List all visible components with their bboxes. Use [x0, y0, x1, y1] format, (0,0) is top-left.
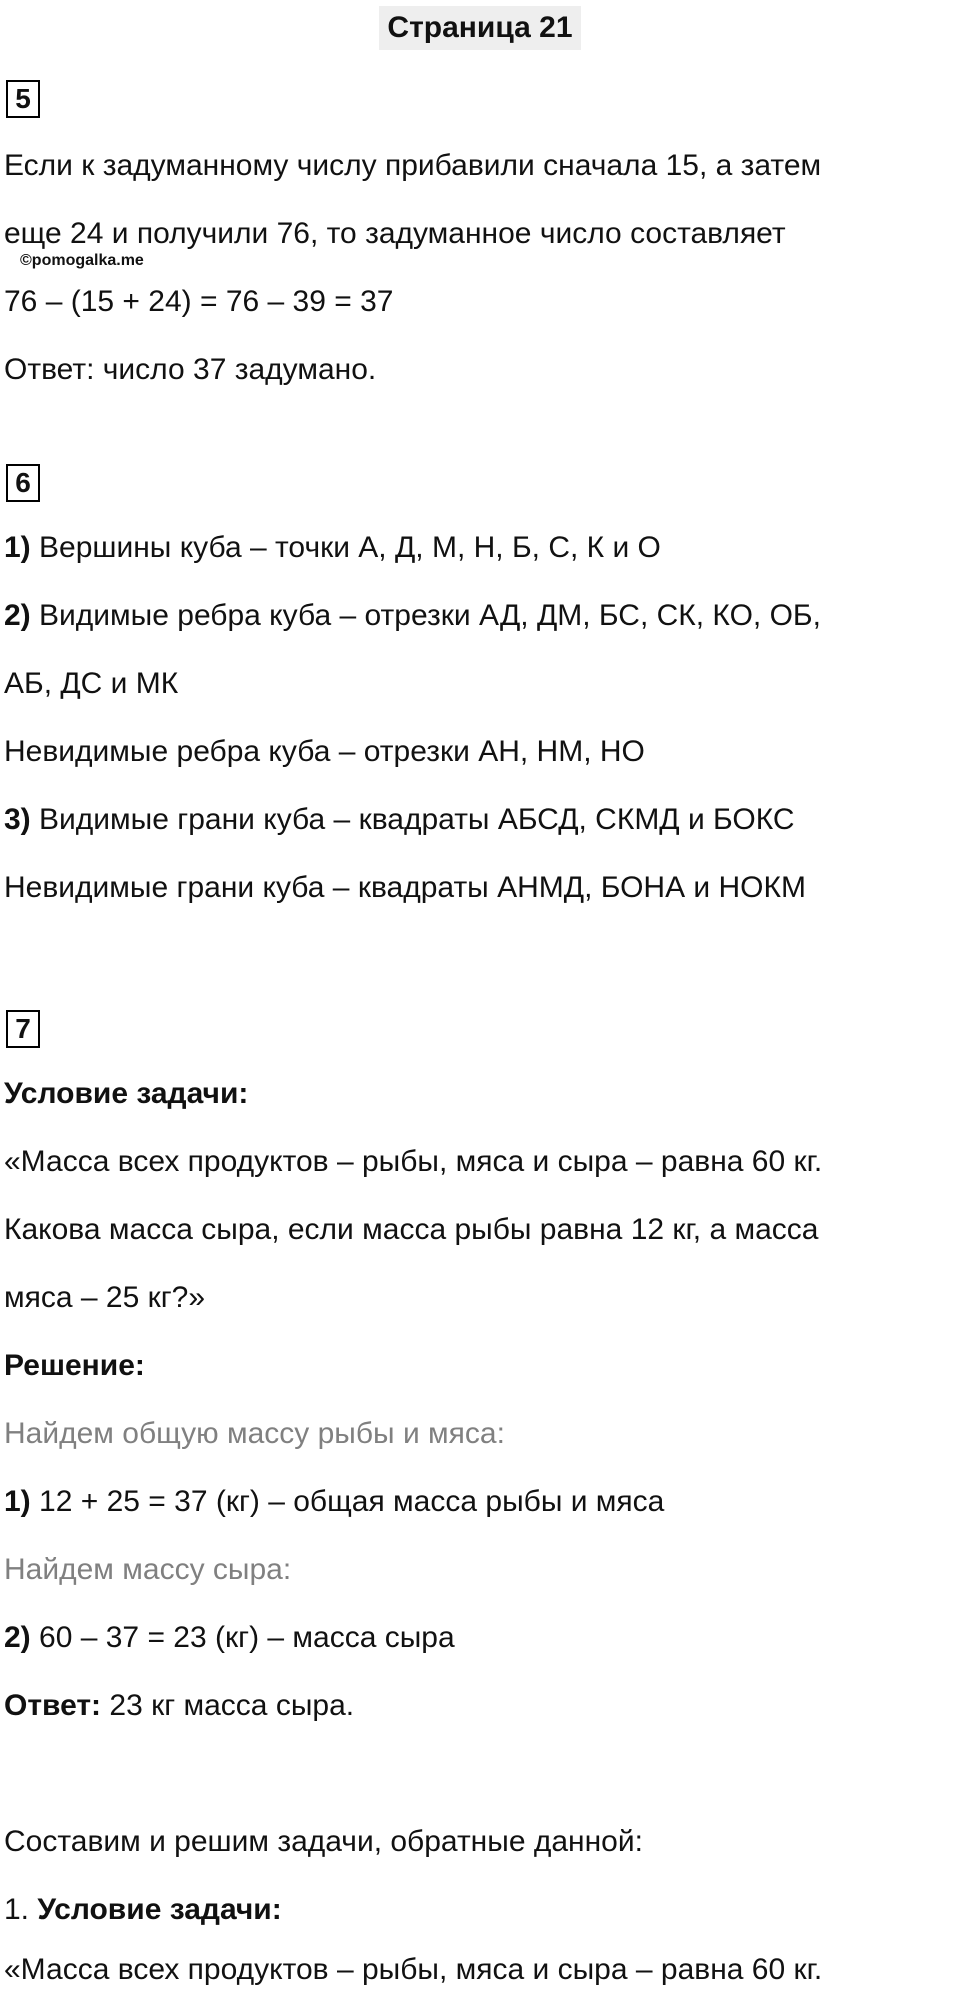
task-7-condition-line-1: «Масса всех продуктов – рыбы, мяса и сыра – равна 60 кг. — [4, 1145, 823, 1178]
task-7-condition-line-3: мяса – 25 кг?» — [4, 1281, 206, 1314]
item-text: Видимые ребра куба – отрезки АД, ДМ, БС, СК, КО, ОБ, — [30, 599, 821, 632]
item-marker: 3) — [4, 803, 31, 836]
task-7-condition-label — [4, 1074, 248, 1114]
task-5-answer: Ответ: число 37 задумано. — [4, 353, 377, 386]
inverse-prefix: 1. — [4, 1893, 38, 1926]
step-marker: 2) — [4, 1621, 31, 1654]
task-5-line-2: еще 24 и получили 76, то задуманное число составляет — [4, 217, 786, 250]
item-text: Вершины куба – точки А, Д, М, Н, Б, С, К и О — [30, 531, 661, 564]
task-7-answer — [4, 1686, 354, 1726]
task-6-item-3-hidden: Невидимые грани куба – квадраты АНМД, БОНА и НОКМ — [4, 871, 806, 904]
task-7-number: 7 — [6, 1010, 40, 1048]
task-6-item-2-cont: АБ, ДС и МК — [4, 667, 179, 700]
task-5-line-3: 76 – (15 + 24) = 76 – 39 = 37 — [4, 285, 394, 318]
task-5-number: 5 — [6, 80, 40, 118]
task-7-step-1 — [4, 1482, 664, 1522]
task-7-condition-line-2: Какова масса сыра, если масса рыбы равна 12 кг, а масса — [4, 1213, 819, 1246]
item-marker: 1) — [4, 531, 31, 564]
task-7-inverse-1-label — [4, 1890, 282, 1930]
answer-text: 23 кг масса сыра. — [101, 1689, 355, 1722]
answer-label: Ответ: — [4, 1689, 102, 1722]
task-7-hint-1: Найдем общую массу рыбы и мяса: — [4, 1417, 505, 1450]
item-marker: 2) — [4, 599, 31, 632]
page-title-wrap — [0, 6, 960, 50]
item-text: Видимые грани куба – квадраты АБСД, СКМД и БОКС — [30, 803, 795, 836]
page-title: Страница 21 — [379, 6, 580, 50]
task-6-number: 6 — [6, 464, 40, 502]
task-6-item-2-hidden: Невидимые ребра куба – отрезки АН, НМ, НО — [4, 735, 645, 768]
task-6-item-2 — [4, 596, 821, 636]
task-7-inverse-1-line: «Масса всех продуктов – рыбы, мяса и сыра – равна 60 кг. — [4, 1953, 823, 1986]
task-7-hint-2: Найдем массу сыра: — [4, 1553, 292, 1586]
condition-label: Условие задачи: — [4, 1077, 249, 1110]
solution-label: Решение: — [4, 1349, 145, 1382]
step-text: 60 – 37 = 23 (кг) – масса сыра — [30, 1621, 455, 1654]
watermark: ©pomogalka.me — [20, 252, 144, 269]
task-5-line-1: Если к задуманному числу прибавили сначала 15, а затем — [4, 149, 822, 182]
task-7-solution-label — [4, 1346, 145, 1386]
inverse-condition-label: Условие задачи: — [37, 1893, 282, 1926]
task-6-item-3 — [4, 800, 795, 840]
task-7-inverse-intro: Составим и решим задачи, обратные данной: — [4, 1825, 643, 1858]
step-text: 12 + 25 = 37 (кг) – общая масса рыбы и мяса — [30, 1485, 665, 1518]
task-7-step-2 — [4, 1618, 455, 1658]
task-6-item-1 — [4, 528, 661, 568]
step-marker: 1) — [4, 1485, 31, 1518]
